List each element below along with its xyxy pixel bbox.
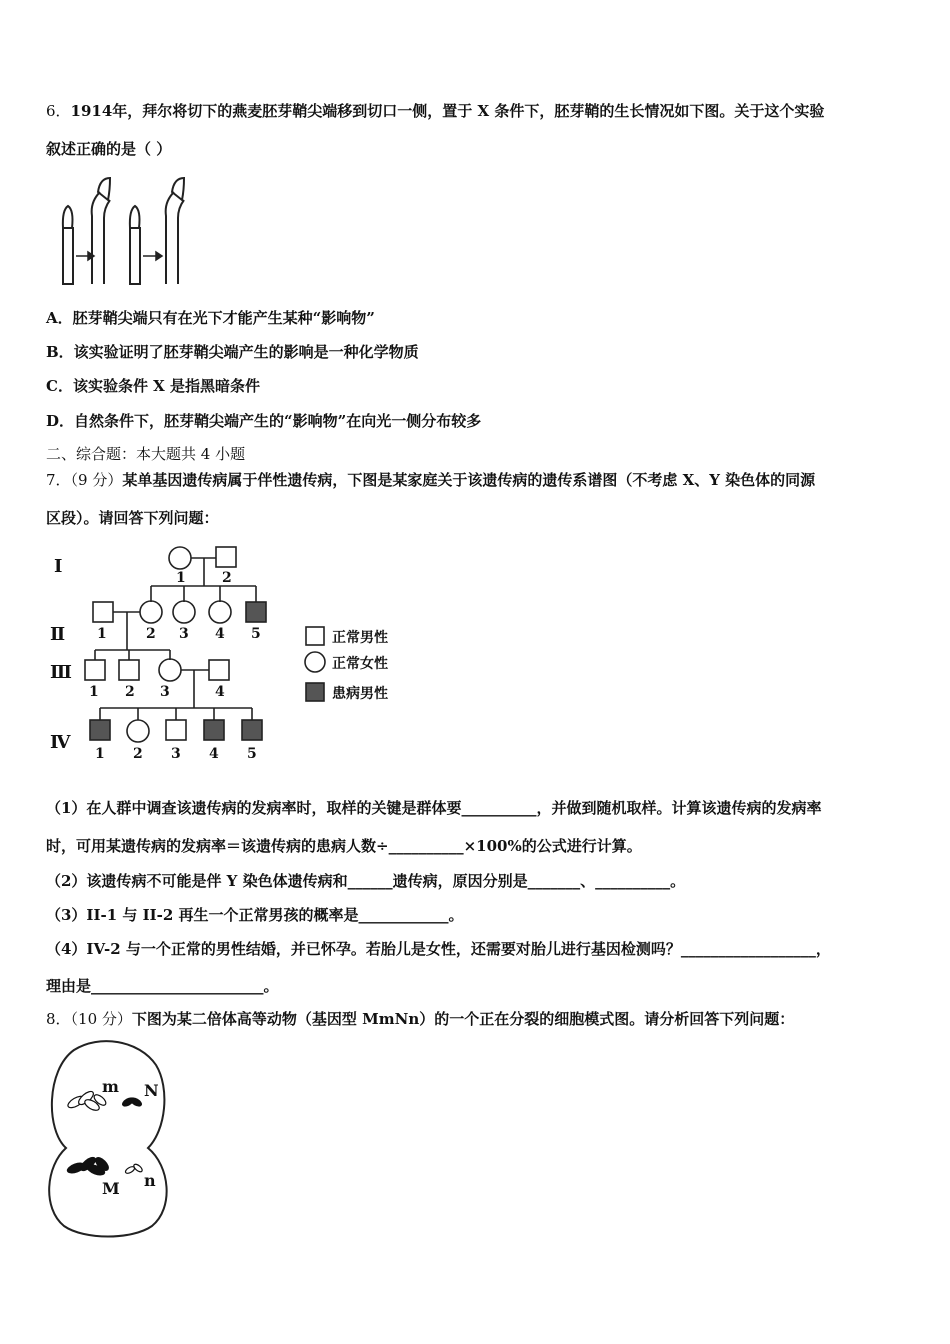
gen3-num-2: 2 <box>125 684 135 700</box>
label-m: m <box>102 1077 119 1096</box>
gen3-num-1: 1 <box>89 684 99 700</box>
gen3-num-3: 3 <box>160 684 170 700</box>
pedigree-chart <box>44 538 424 768</box>
gen4-num-5: 5 <box>247 746 257 762</box>
q7-sub4-line-1: （4）IV-2 与一个正常的男性结婚，并已怀孕。若胎儿是女性，还需要对胎儿进行基因检测吗？__________________， <box>46 940 831 958</box>
legend-normal-female-icon <box>305 652 325 672</box>
gen2-num-4: 4 <box>215 626 225 642</box>
coleoptile-figure <box>50 170 210 290</box>
gen2-female-4 <box>209 601 231 623</box>
gen4-num-2: 2 <box>133 746 143 762</box>
gen-label-1: Ⅰ <box>54 556 63 577</box>
label-M: M <box>102 1179 120 1198</box>
legend-normal-male: 正常男性 <box>332 630 388 646</box>
bent-coleoptile-1 <box>92 192 110 284</box>
q7-sub1-line-2: 时，可用某遗传病的发病率＝该遗传病的患病人数÷__________×100%的公式进行计算。 <box>46 837 642 855</box>
q6-number: 6． <box>46 102 71 120</box>
cut-coleoptile-1 <box>63 228 73 284</box>
q6-option-c: C．该实验条件 X 是指黑暗条件 <box>46 377 261 395</box>
tip-bent-1 <box>98 178 110 200</box>
gen3-female-3 <box>159 659 181 681</box>
cut-coleoptile-2 <box>130 228 140 284</box>
q7-line-2: 区段）。请回答下列问题： <box>46 509 219 527</box>
gen4-affected-male-5 <box>242 720 262 740</box>
q6-line-2: 叙述正确的是（ ） <box>46 140 172 158</box>
tip-1 <box>63 206 73 228</box>
q8-line-1 <box>46 1009 794 1029</box>
gen2-female-2 <box>140 601 162 623</box>
pedigree-legend <box>305 627 388 702</box>
q8-stem: 下图为某二倍体高等动物（基因型 MmNn）的一个正在分裂的细胞模式图。请分析回答下列问题： <box>131 1010 795 1028</box>
chromosome-n-upper <box>121 1096 142 1107</box>
gen-label-2: Ⅱ <box>50 624 66 645</box>
gen3-male-2 <box>119 660 139 680</box>
gen4-female-2 <box>127 720 149 742</box>
gen4-affected-male-4 <box>204 720 224 740</box>
gen2-num-1: 1 <box>97 626 107 642</box>
gen4-num-3: 3 <box>171 746 181 762</box>
label-N: N <box>144 1081 159 1100</box>
gen3-num-4: 4 <box>215 684 225 700</box>
gen2-female-3 <box>173 601 195 623</box>
gen2-num-5: 5 <box>251 626 261 642</box>
section-2-heading: 二、综合题：本大题共 4 小题 <box>46 445 246 463</box>
gen2-num-3: 3 <box>179 626 189 642</box>
q7-score: （9 分） <box>70 471 123 489</box>
gen4-num-4: 4 <box>209 746 219 762</box>
tip-bent-2 <box>172 178 184 200</box>
gen-label-3: Ⅲ <box>50 662 72 683</box>
q7-sub2: （2）该遗传病不可能是伴 Y 染色体遗传病和______遗传病，原因分别是_______、__________。 <box>46 872 686 890</box>
dividing-cell-figure <box>44 1040 174 1240</box>
q6-option-a: A．胚芽鞘尖端只有在光下才能产生某种“影响物” <box>46 309 375 327</box>
gen2-affected-male-5 <box>246 602 266 622</box>
chromosome-n-lower <box>124 1163 143 1175</box>
gen4-affected-male-1 <box>90 720 110 740</box>
gen4-male-3 <box>166 720 186 740</box>
gen4-num-1: 1 <box>95 746 105 762</box>
legend-affected-male-icon <box>306 683 324 701</box>
q7-sub1-line-1: （1）在人群中调查该遗传病的发病率时，取样的关键是群体要__________，并做到随机取样。计算该遗传病的发病率 <box>46 799 822 817</box>
q6-year: 1914 <box>70 102 113 120</box>
gen1-num-2: 2 <box>222 570 232 586</box>
q7-stem: 某单基因遗传病属于伴性遗传病，下图是某家庭关于该遗传病的遗传系谱图（不考虑 X、Y 染色体的同源 <box>122 471 816 489</box>
legend-affected-male: 患病男性 <box>332 686 388 702</box>
legend-normal-male-icon <box>306 627 324 645</box>
arrow-1 <box>88 252 94 260</box>
legend-normal-female: 正常女性 <box>332 656 388 672</box>
q6-option-b: B．该实验证明了胚芽鞘尖端产生的影响是一种化学物质 <box>46 343 419 361</box>
arrow-2 <box>156 252 162 260</box>
gen1-num-1: 1 <box>176 570 186 586</box>
chromosome-M <box>66 1155 110 1177</box>
gen1-female <box>169 547 191 569</box>
q7-sub4-line-2: 理由是_______________________。 <box>46 977 279 995</box>
q7-number: 7． <box>46 471 71 489</box>
gen3-male-1 <box>85 660 105 680</box>
gen2-male-1 <box>93 602 113 622</box>
q6-option-d: D．自然条件下，胚芽鞘尖端产生的“影响物”在向光一侧分布较多 <box>46 412 482 430</box>
gen1-male <box>216 547 236 567</box>
q7-line-1 <box>46 470 815 490</box>
label-n: n <box>144 1171 156 1190</box>
tip-2 <box>130 206 140 228</box>
q6-stem: 年，拜尔将切下的燕麦胚芽鞘尖端移到切口一侧，置于 X 条件下，胚芽鞘的生长情况如下图。关于这个实验 <box>112 102 825 120</box>
gen3-male-4 <box>209 660 229 680</box>
q7-sub3: （3）II-1 与 II-2 再生一个正常男孩的概率是____________。 <box>46 906 464 924</box>
gen-label-4: Ⅳ <box>50 732 71 753</box>
gen2-num-2: 2 <box>146 626 156 642</box>
q8-number: 8． <box>46 1010 71 1028</box>
q6-line-1 <box>46 101 824 121</box>
q8-score: （10 分） <box>70 1010 132 1028</box>
bent-coleoptile-2 <box>166 192 184 284</box>
cell-outline <box>49 1041 166 1236</box>
